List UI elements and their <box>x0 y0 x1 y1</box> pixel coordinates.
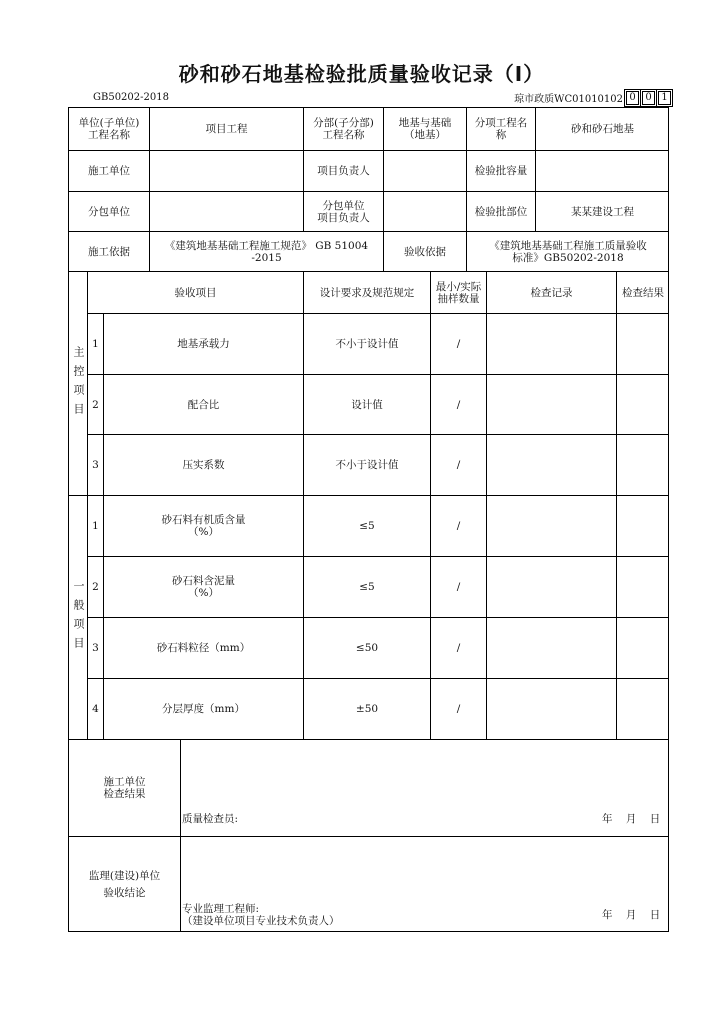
construction-unit-label: 施工单位 <box>68 150 149 191</box>
item-requirement: 不小于设计值 <box>303 434 430 495</box>
item-name: 分层厚度（mm） <box>103 678 303 739</box>
col-result-header: 检查结果 <box>616 271 669 313</box>
item-record[interactable] <box>486 678 616 739</box>
record-number-digit[interactable]: 0 <box>642 91 655 105</box>
sub-pm-label: 分包单位 项目负责人 <box>303 191 383 231</box>
item-result[interactable] <box>616 495 669 556</box>
unit-name-label: 单位(子单位) 工程名称 <box>68 107 149 150</box>
item-sample[interactable]: / <box>430 374 486 434</box>
record-number-digit[interactable]: 0 <box>626 91 639 105</box>
col-record-header: 检查记录 <box>486 271 616 313</box>
project-manager-label: 项目负责人 <box>303 150 383 191</box>
item-record[interactable] <box>486 434 616 495</box>
item-name: 配合比 <box>103 374 303 434</box>
subitem-name-label: 分项工程名 称 <box>466 107 535 150</box>
item-record[interactable] <box>486 617 616 678</box>
item-result[interactable] <box>616 556 669 617</box>
construction-check-area[interactable] <box>180 739 669 836</box>
record-number-digit[interactable]: 1 <box>658 91 671 105</box>
subitem-name-value[interactable]: 砂和砂石地基 <box>535 107 669 150</box>
supervision-engineer-label: 专业监理工程师: （建设单位项目专业技术负责人） <box>182 903 340 927</box>
general-group-label: 一般项目 <box>72 579 85 656</box>
record-number <box>514 90 671 105</box>
item-number: 3 <box>87 617 103 678</box>
acceptance-basis-label: 验收依据 <box>383 231 466 271</box>
quality-inspector-label: 质量检查员: <box>182 813 239 825</box>
division-name-value[interactable]: 地基与基础 （地基） <box>383 107 466 150</box>
construction-basis-value[interactable]: 《建筑地基基础工程施工规范》 GB 51004 -2015 <box>149 231 383 271</box>
record-number-prefix: 琼市政质WC01010102 <box>514 94 623 105</box>
item-name: 砂石料有机质含量 （%） <box>103 495 303 556</box>
unit-name-value[interactable]: 项目工程 <box>149 107 303 150</box>
item-record[interactable] <box>486 374 616 434</box>
item-name: 压实系数 <box>103 434 303 495</box>
construction-unit-value[interactable] <box>149 150 303 191</box>
item-requirement: 不小于设计值 <box>303 313 430 374</box>
col-item-header: 验收项目 <box>87 271 303 313</box>
division-name-label: 分部(子分部) 工程名称 <box>303 107 383 150</box>
item-record[interactable] <box>486 313 616 374</box>
main-group-label: 主控项目 <box>72 345 85 422</box>
item-result[interactable] <box>616 617 669 678</box>
batch-capacity-label: 检验批容量 <box>466 150 535 191</box>
page-title: 砂和砂石地基检验批质量验收记录（Ⅰ） <box>178 62 545 86</box>
batch-location-value[interactable]: 某某建设工程 <box>535 191 669 231</box>
batch-capacity-value[interactable] <box>535 150 669 191</box>
item-sample[interactable]: / <box>430 678 486 739</box>
item-sample[interactable]: / <box>430 434 486 495</box>
item-number: 2 <box>87 374 103 434</box>
main-group-cell <box>68 271 87 495</box>
general-group-cell <box>68 495 87 739</box>
item-name: 砂石料粒径（mm） <box>103 617 303 678</box>
item-result[interactable] <box>616 434 669 495</box>
construction-basis-label: 施工依据 <box>68 231 149 271</box>
item-requirement: ±50 <box>303 678 430 739</box>
project-manager-value[interactable] <box>383 150 466 191</box>
item-number: 3 <box>87 434 103 495</box>
item-result[interactable] <box>616 313 669 374</box>
standard-code: GB50202-2018 <box>93 92 169 103</box>
item-name: 地基承载力 <box>103 313 303 374</box>
construction-check-date[interactable]: 年 月 日 <box>602 813 661 825</box>
item-result[interactable] <box>616 678 669 739</box>
item-result[interactable] <box>616 374 669 434</box>
subcontractor-value[interactable] <box>149 191 303 231</box>
item-sample[interactable]: / <box>430 556 486 617</box>
col-requirement-header: 设计要求及规范规定 <box>303 271 430 313</box>
col-sample-header: 最小/实际 抽样数量 <box>430 271 486 313</box>
item-number: 2 <box>87 556 103 617</box>
item-sample[interactable]: / <box>430 617 486 678</box>
supervision-date[interactable]: 年 月 日 <box>602 909 661 921</box>
construction-check-label: 施工单位 检查结果 <box>68 739 180 836</box>
item-requirement: 设计值 <box>303 374 430 434</box>
supervision-label: 监理(建设)单位 验收结论 <box>68 836 180 932</box>
acceptance-basis-value[interactable]: 《建筑地基基础工程施工质量验收 标准》GB50202-2018 <box>466 231 669 271</box>
item-sample[interactable]: / <box>430 313 486 374</box>
item-record[interactable] <box>486 556 616 617</box>
item-requirement: ≤50 <box>303 617 430 678</box>
item-name: 砂石料含泥量 （%） <box>103 556 303 617</box>
subcontractor-label: 分包单位 <box>68 191 149 231</box>
item-number: 1 <box>87 313 103 374</box>
sub-pm-value[interactable] <box>383 191 466 231</box>
item-requirement: ≤5 <box>303 495 430 556</box>
item-sample[interactable]: / <box>430 495 486 556</box>
item-record[interactable] <box>486 495 616 556</box>
item-number: 4 <box>87 678 103 739</box>
item-requirement: ≤5 <box>303 556 430 617</box>
batch-location-label: 检验批部位 <box>466 191 535 231</box>
item-number: 1 <box>87 495 103 556</box>
